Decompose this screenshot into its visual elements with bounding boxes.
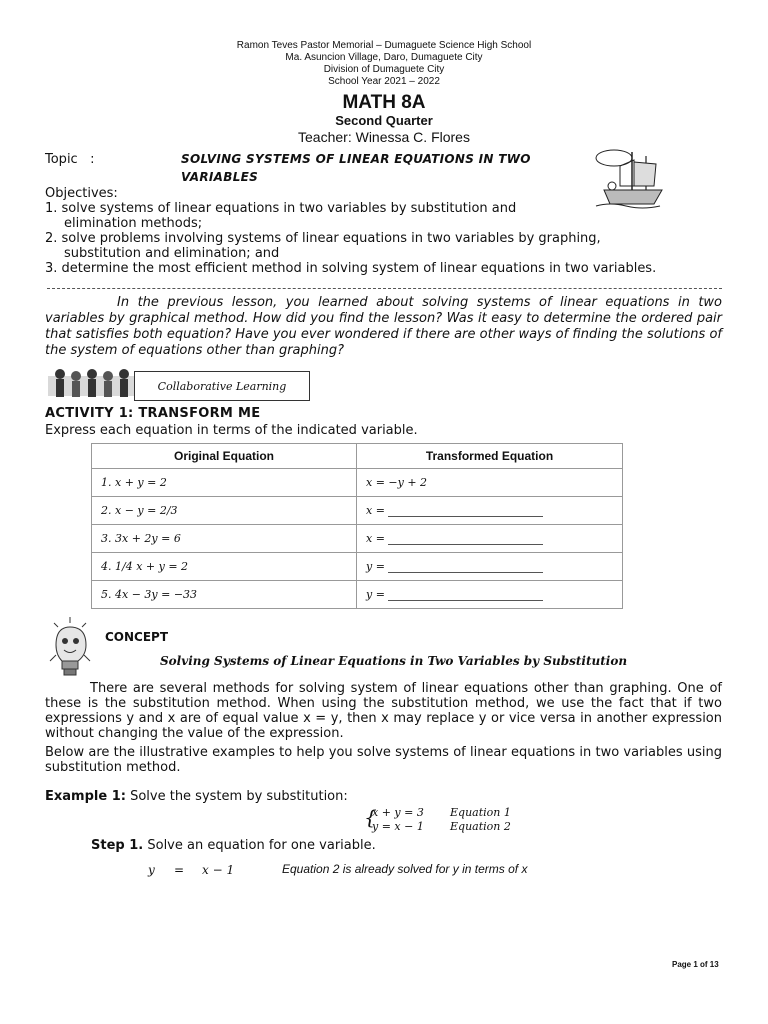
separator-line	[47, 288, 722, 289]
activity-instruction: Express each equation in terms of the indicated variable.	[45, 423, 418, 438]
intro-paragraph: In the previous lesson, you learned about solving systems of linear equations in two variables by graphical method. How did you find the lesson? Was it easy to determine the ordered pair that satisfies both equation? Have you ever wondered if there are other ways of finding the solutions of the system of equations other than graphing?	[45, 295, 722, 358]
transformed-equation: x =	[366, 532, 389, 545]
quarter-label: Second Quarter	[335, 113, 433, 128]
activity-table	[91, 443, 623, 609]
step-rhs: x − 1	[202, 863, 235, 877]
example-label: Example 1:	[45, 789, 126, 804]
division-name: Division of Dumaguete City	[323, 64, 445, 75]
column-header: Original Equation	[92, 444, 357, 469]
system-equation-2: y = x − 1	[372, 820, 424, 833]
original-equation: 1. x + y = 2	[92, 469, 357, 497]
transformed-equation: x =	[366, 504, 389, 517]
table-row	[92, 553, 623, 581]
answer-blank[interactable]	[388, 516, 543, 517]
step-1	[91, 838, 376, 853]
school-year: School Year 2021 – 2022	[328, 76, 440, 87]
table-header-row	[92, 444, 623, 469]
equation-1-label: Equation 1	[450, 806, 511, 819]
example-text: Solve the system by substitution:	[130, 789, 348, 804]
step-equals: =	[174, 863, 185, 877]
collaborative-learning-banner: Collaborative Learning	[134, 371, 310, 401]
table-row	[92, 581, 623, 609]
example-heading	[45, 789, 348, 804]
page-number: Page 1 of 13	[672, 960, 719, 969]
transformed-cell	[357, 553, 623, 581]
transformed-cell	[357, 525, 623, 553]
answer-blank[interactable]	[388, 544, 543, 545]
objective-item: elimination methods;	[64, 216, 203, 231]
step-label: Step 1.	[91, 838, 144, 853]
transformed-equation: y =	[366, 588, 389, 601]
teacher-name: Teacher: Winessa C. Flores	[298, 129, 470, 145]
lightbulb-icon	[40, 615, 102, 685]
objective-item: 1. solve systems of linear equations in two variables by substitution and	[45, 201, 517, 216]
people-icon	[48, 366, 134, 406]
topic-title-line1: SOLVING SYSTEMS OF LINEAR EQUATIONS IN TWO	[181, 152, 531, 166]
transformed-equation: y =	[366, 560, 389, 573]
original-equation: 5. 4x − 3y = −33	[92, 581, 357, 609]
activity-title: ACTIVITY 1: TRANSFORM ME	[45, 406, 261, 421]
step-text: Solve an equation for one variable.	[147, 838, 376, 853]
school-name: Ramon Teves Pastor Memorial – Dumaguete Science High School	[236, 40, 532, 51]
topic-title-line2: VARIABLES	[181, 170, 259, 184]
school-address: Ma. Asuncion Village, Daro, Dumaguete City	[285, 52, 483, 63]
concept-paragraph-2: Below are the illustrative examples to help you solve systems of linear equations in two variables using substitution method.	[45, 745, 722, 775]
equation-2-label: Equation 2	[450, 820, 511, 833]
column-header: Transformed Equation	[357, 444, 623, 469]
table-row	[92, 497, 623, 525]
concept-subtitle: Solving Systems of Linear Equations in Two Variables by Substitution	[160, 654, 628, 668]
transformed-equation: x = −y + 2	[357, 469, 623, 497]
table-row	[92, 469, 623, 497]
concept-label: CONCEPT	[105, 630, 169, 644]
step-lhs: y	[148, 863, 155, 877]
system-equation-1: x + y = 3	[372, 806, 424, 819]
topic-title	[181, 150, 601, 186]
objectives	[45, 186, 725, 276]
original-equation: 3. 3x + 2y = 6	[92, 525, 357, 553]
transformed-cell	[357, 497, 623, 525]
table-row	[92, 525, 623, 553]
answer-blank[interactable]	[388, 600, 543, 601]
page-title: MATH 8A	[342, 92, 426, 113]
brace-icon: {	[364, 805, 377, 829]
topic-label: Topic :	[45, 152, 95, 167]
objectives-heading: Objectives:	[45, 186, 118, 201]
answer-blank[interactable]	[388, 572, 543, 573]
objective-item: 3. determine the most efficient method in solving system of linear equations in two variables.	[45, 261, 657, 276]
document-header	[0, 40, 768, 88]
original-equation: 2. x − y = 2/3	[92, 497, 357, 525]
original-equation: 4. 1/4 x + y = 2	[92, 553, 357, 581]
concept-paragraph-1: There are several methods for solving system of linear equations other than graphing. One of these is the substitution method. When using the substitution method, we use the fact that if two expressions y and x are of equal value x = y, then x may replace y or vice versa in another expression without changing the value of the expression.	[45, 681, 722, 741]
transformed-cell	[357, 581, 623, 609]
objective-item: substitution and elimination; and	[64, 246, 280, 261]
step-note: Equation 2 is already solved for y in terms of x	[282, 862, 528, 876]
objective-item: 2. solve problems involving systems of linear equations in two variables by graphing,	[45, 231, 601, 246]
